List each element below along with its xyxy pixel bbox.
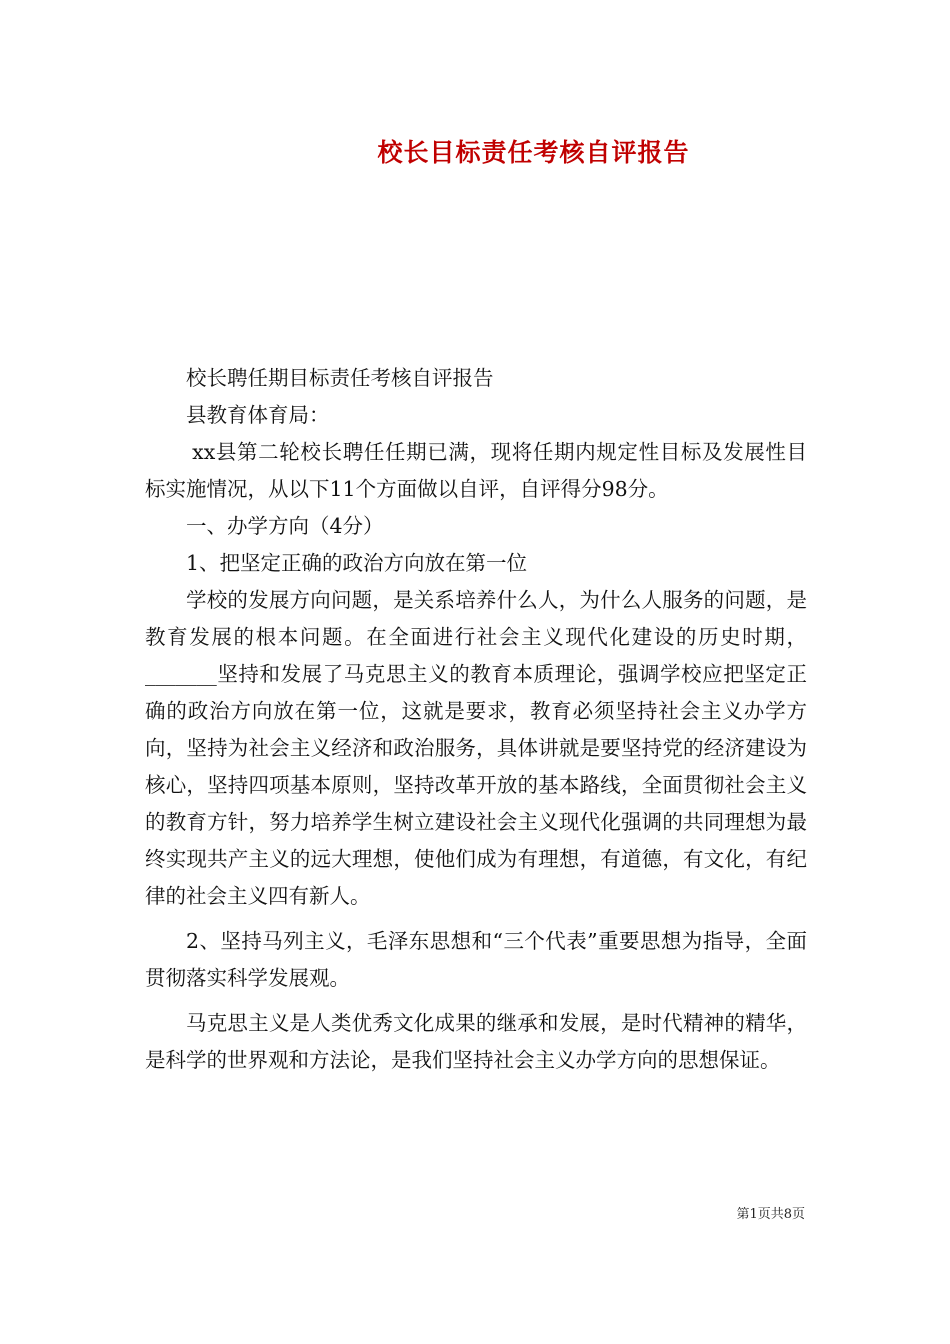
subsection-heading-2: 2、坚持马列主义，毛泽东思想和“三个代表”重要思想为指导，全面贯彻落实科学发展观。 [145,929,807,990]
body-paragraph-2: 马克思主义是人类优秀文化成果的继承和发展，是时代精神的精华，是科学的世界观和方法论，是我们坚持社会主义办学方向的思想保证。 [145,1011,807,1072]
page-number: 第1页共8页 [736,1207,805,1222]
section-heading-1: 一、办学方向（4分） [186,514,384,538]
subsection-heading-1: 1、把坚定正确的政治方向放在第一位 [186,551,528,575]
document-body [145,360,807,1079]
document-title: 校长目标责任考核自评报告 [377,138,690,167]
addressee-line: 县教育体育局： [186,403,330,427]
report-heading-line: 校长聘任期目标责任考核自评报告 [186,366,494,390]
body-paragraph-1: 学校的发展方向问题，是关系培养什么人，为什么人服务的问题，是教育发展的根本问题。在全面进行社会主义现代化建设的历史时期，_______坚持和发展了马克思主义的教育本质理论，强调学校应把坚定正确的政治方向放在第一位，这就是要求，教育必须坚持社会主义办学方向，坚持为社会主义经济和政治服务，具体讲就是要坚持党的经济建设为核心，坚持四项基本原则，坚持改革开放的基本路线，全面贯彻社会主义的教育方针，努力培养学生树立建设社会主义现代化强调的共同理想为最终实现共产主义的远大理想，使他们成为有理想，有道德，有文化，有纪律的社会主义四有新人。 [145,588,807,908]
intro-paragraph: xx县第二轮校长聘任任期已满，现将任期内规定性目标及发展性目标实施情况，从以下11个方面做以自评，自评得分98分。 [145,440,807,501]
